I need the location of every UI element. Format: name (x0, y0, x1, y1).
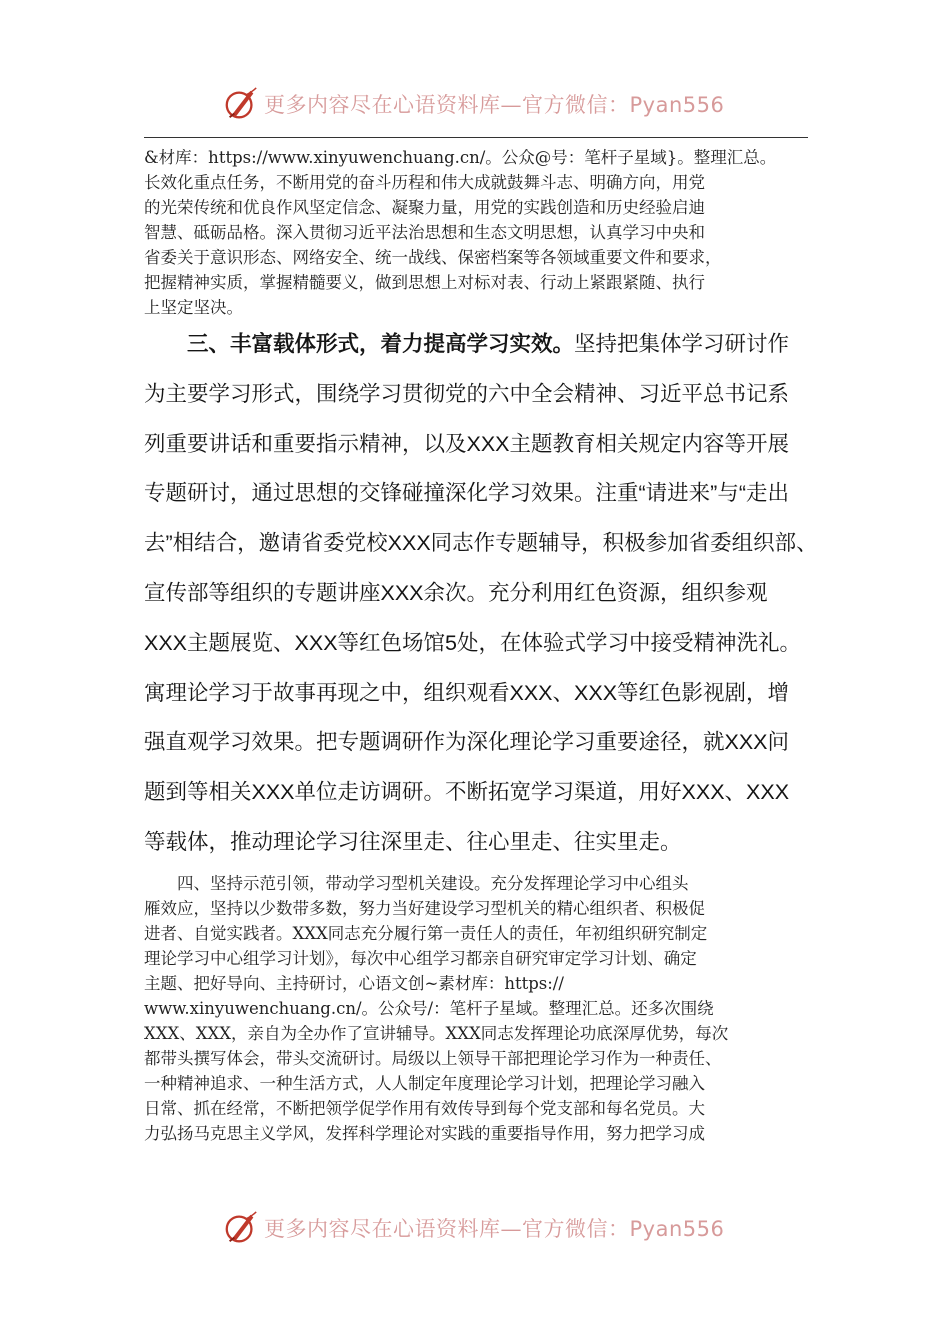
paragraph-1-line: &材库：https://www.xinyuwenchuang.cn/。公众@号：笔杆子星域}。整理汇总。 (144, 148, 777, 167)
paragraph-1-line: 长效化重点任务，不断用党的奋斗历程和伟大成就鼓舞斗志、明确方向，用党 (144, 173, 705, 192)
paragraph-3-line: 理论学习中心组学习计划》，每次中心组学习都亲自研究审定学习计划、确定 (144, 949, 697, 968)
paragraph-3-line: 力弘扬马克思主义学风，发挥科学理论对实践的重要指导作用，努力把学习成 (144, 1124, 705, 1143)
footer-banner (222, 1208, 742, 1248)
paragraph-2-line: 列重要讲话和重要指示精神，以及XXX主题教育相关规定内容等开展 (144, 431, 790, 456)
header-banner-text (264, 89, 724, 119)
paragraph-3-line: 都带头撰写体会，带头交流研讨。局级以上领导干部把理论学习作为一种责任、 (144, 1049, 722, 1068)
header-divider (144, 137, 808, 138)
footer-banner-text (264, 1213, 724, 1243)
paragraph-3-line: www.xinyuwenchuang.cn/。公众号/：笔杆子星域。整理汇总。还多次围绕 (144, 999, 714, 1018)
section-heading: 三、丰富载体形式，着力提高学习实效。 (187, 332, 575, 356)
paragraph-3-line: 日常、抓在经常，不断把领学促学作用有效传导到每个党支部和每名党员。大 (144, 1099, 705, 1118)
paragraph-2-line: 寓理论学习于故事再现之中，组织观看XXX、XXX等红色影视剧，增 (144, 680, 790, 705)
paragraph-3-line: 四、坚持示范引领，带动学习型机关建设。充分发挥理论学习中心组头 (177, 874, 689, 893)
paragraph-1-line: 智慧、砥砺品格。深入贯彻习近平法治思想和生态文明思想，认真学习中央和 (144, 223, 705, 242)
paragraph-2 (144, 320, 818, 868)
paragraph-2-line: 专题研讨，通过思想的交锋碰撞深化学习效果。注重“请进来”与“走出 (144, 481, 789, 506)
paragraph-3-line: 进者、自觉实践者。XXX同志充分履行第一责任人的责任，年初组织研究制定 (144, 924, 708, 943)
paragraph-2-line: 为主要学习形式，围绕学习贯彻党的六中全会精神、习近平总书记系 (144, 381, 790, 406)
paragraph-1-line: 上坚定坚决。 (144, 298, 243, 317)
paragraph-2-first-line (144, 320, 810, 370)
paragraph-3-line: XXX、XXX，亲自为全办作了宣讲辅导。XXX同志发挥理论功底深厚优势，每次 (144, 1024, 729, 1043)
header-banner-id: Pyan556 (629, 93, 725, 117)
footer-banner-id: Pyan556 (629, 1217, 725, 1241)
paragraph-2-line: 题到等相关XXX单位走访调研。不断拓宽学习渠道，用好XXX、XXX (144, 780, 790, 805)
paragraph-2-first-rest: 坚持把集体学习研讨作 (574, 332, 790, 356)
paragraph-2-line: 强直观学习效果。把专题调研作为深化理论学习重要途径，就XXX问 (144, 730, 790, 755)
paragraph-2-line: 宣传部等组织的专题讲座XXX余次。充分利用红色资源，组织参观 (144, 580, 768, 605)
paragraph-1-line: 省委关于意识形态、网络安全、统一战线、保密档案等各领域重要文件和要求， (144, 248, 722, 267)
paragraph-3-line: 主题、把好导向、主持研讨，心语文创~素材库：https:// (144, 974, 564, 993)
paragraph-1-line: 把握精神实质，掌握精髓要义，做到思想上对标对表、行动上紧跟紧随、执行 (144, 273, 705, 292)
paragraph-3 (144, 871, 808, 1146)
footer-banner-label: 更多内容尽在心语资料库—官方微信： (264, 1217, 630, 1241)
paragraph-2-line: 等载体，推动理论学习往深里走、往心里走、往实里走。 (144, 829, 682, 854)
header-banner (222, 84, 742, 124)
paragraph-2-line: XXX主题展览、XXX等红色场馆5处，在体验式学习中接受精神洗礼。 (144, 630, 802, 655)
quill-logo-icon (222, 85, 260, 123)
paragraph-1 (144, 145, 808, 320)
header-banner-label: 更多内容尽在心语资料库—官方微信： (264, 93, 630, 117)
paragraph-3-line: 一种精神追求、一种生活方式，人人制定年度理论学习计划，把理论学习融入 (144, 1074, 705, 1093)
paragraph-3-line: 雁效应，坚持以少数带多数，努力当好建设学习型机关的精心组织者、积极促 (144, 899, 705, 918)
paragraph-1-line: 的光荣传统和优良作风坚定信念、凝聚力量，用党的实践创造和历史经验启迪 (144, 198, 705, 217)
quill-logo-icon (222, 1209, 260, 1247)
paragraph-2-line: 去”相结合，邀请省委党校XXX同志作专题辅导，积极参加省委组织部、 (144, 531, 818, 556)
